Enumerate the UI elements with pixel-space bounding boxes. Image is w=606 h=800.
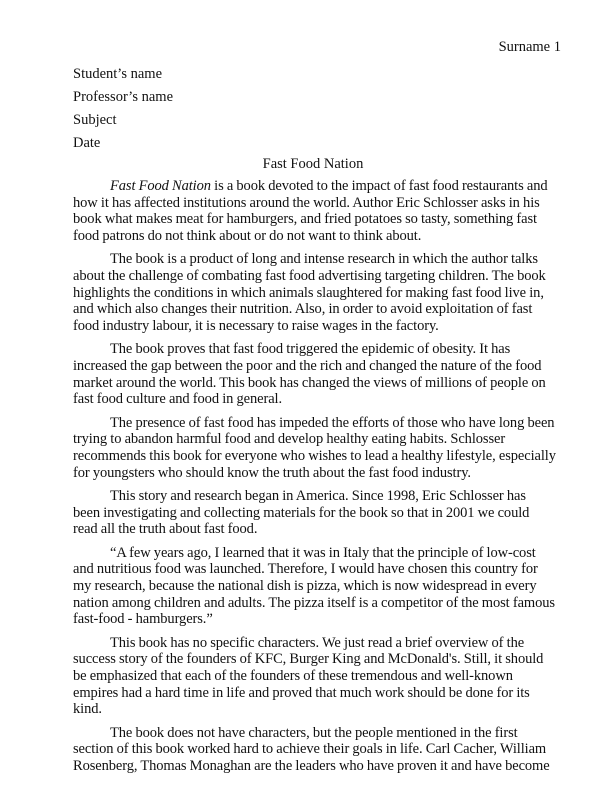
student-name: Student’s name [73, 66, 163, 82]
essay-header [73, 63, 553, 155]
paragraph-8: The book does not have characters, but the people mentioned in the first section of this book worked hard to achieve their goals in life. Carl Cacher, William Rosenberg, Thomas Monaghan are the leaders who have proven it and have become [73, 724, 550, 774]
paragraph-1-text: is a book devoted to the impact of fast food restaurants and how it has affected institutions around the world. Author Eric Schlosser asks in his book what makes meat for hamburgers, and fried potatoes so tasty, something fast food patrons do not think about or do not want to think about. [73, 178, 548, 244]
book-title-italic: Fast Food Nation [110, 178, 211, 194]
paragraph-6-quote: “A few years ago, I learned that it was in Italy that the principle of low-cost and nutritious food was launched. Therefore, I would have chosen this country for my research, because the national dish is pizza, which is now widespread in every nation among children and adults. The pizza itself is a competitor of the most famous fast-food - hamburgers.” [73, 544, 555, 628]
date: Date [73, 135, 101, 151]
paragraph-1 [73, 178, 556, 244]
subject: Subject [73, 112, 117, 128]
running-head: Surname 1 [498, 39, 561, 55]
professor-name: Professor’s name [73, 89, 174, 105]
paragraph-4: The presence of fast food has impeded the efforts of those who have long been trying to abandon harmful food and develop healthy eating habits. Schlosser recommends this book for everyone who wishes to lead a healthy lifestyle, especially for youngsters who should know the truth about the fast food industry. [73, 414, 556, 481]
essay-title: Fast Food Nation [262, 156, 364, 172]
essay-body [73, 178, 556, 782]
paragraph-3: The book proves that fast food triggered the epidemic of obesity. It has increased the gap between the poor and the rich and changed the nature of the food market around the world. This book has changed the views of millions of people on fast food culture and food in general. [73, 341, 546, 408]
paragraph-7: This book has no specific characters. We just read a brief overview of the success story of the founders of KFC, Burger King and McDonald's. Still, it should be emphasized that each of the founders of these tremendous and well-known empires had a hard time in life and proved that much work should be done for its kind. [73, 634, 544, 718]
paragraph-2: The book is a product of long and intense research in which the author talks about the challenge of combating fast food advertising targeting children. The book highlights the conditions in which animals slaughtered for making fast food live in, and which also changes their nutrition. Also, in order to avoid exploitation of fast food industry labour, it is necessary to raise wages in the factory. [73, 251, 546, 334]
paragraph-5: This story and research began in America. Since 1998, Eric Schlosser has been investigating and collecting materials for the book so that in 2001 we could read all the truth about fast food. [73, 488, 530, 538]
